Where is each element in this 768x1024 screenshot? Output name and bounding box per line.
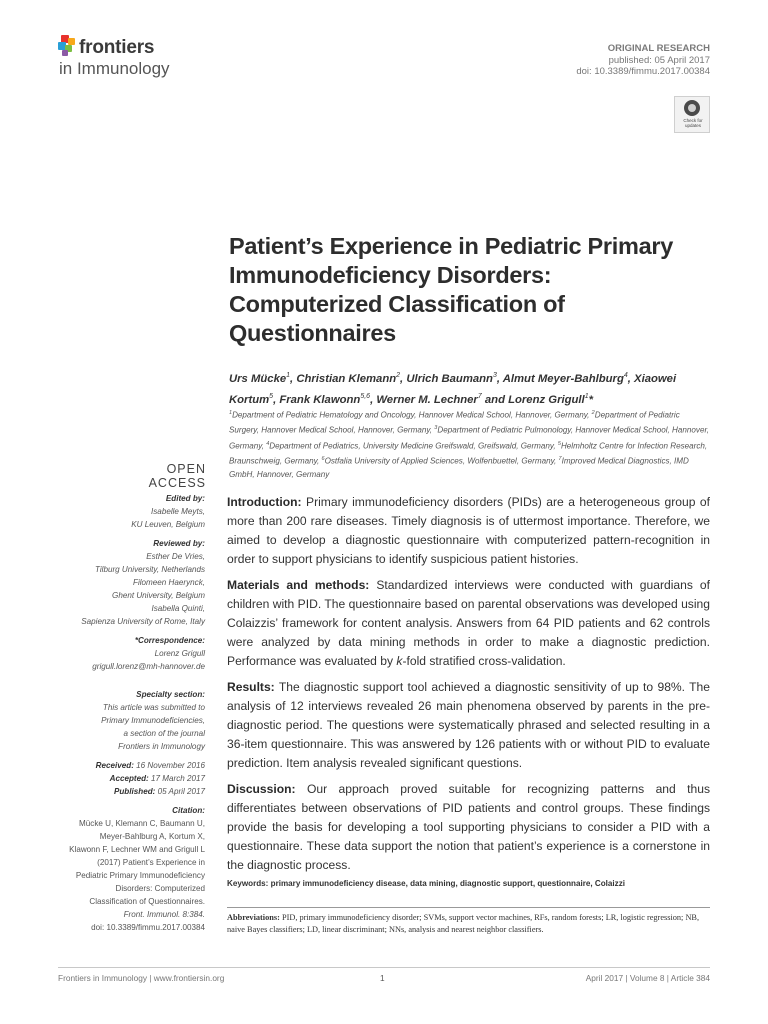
reviewer-line: Filomeen Haerynck,	[133, 578, 205, 587]
citation-label: Citation:	[172, 806, 205, 815]
edited-by-line: KU Leuven, Belgium	[131, 520, 205, 529]
reviewer-line: Tilburg University, Netherlands	[95, 565, 205, 574]
correspondence-email[interactable]: grigull.lorenz@mh-hannover.de	[92, 662, 205, 671]
edited-by-section	[40, 492, 205, 531]
frontiers-logo-icon	[57, 34, 81, 60]
abstract	[227, 493, 710, 882]
abstract-heading: Materials and methods:	[227, 578, 370, 592]
abstract-results: Results: The diagnostic support tool achieved a diagnostic sensitivity of up to 98%. The analysis of 12 interviews revealed 26 main phenomena observed by parents in the pre-diagnostic period. The questions were systematically phrased and selected resulting in a 36-item questionnaire. This was answered by 126 patients with or without PID to evaluate prediction. Item analysis revealed significant questions.	[227, 680, 710, 770]
check-for-updates-button[interactable]	[674, 96, 710, 133]
reviewed-by-label: Reviewed by:	[153, 539, 205, 548]
citation-line: Pediatric Primary Immunodeficiency	[75, 871, 205, 880]
correspondence-section	[40, 634, 205, 673]
footer-divider	[58, 967, 710, 968]
footer-journal-link[interactable]: Frontiers in Immunology | www.frontiersin.org	[58, 973, 225, 983]
open-access-label: OPEN ACCESS	[148, 462, 206, 490]
abstract-heading: Results:	[227, 680, 275, 694]
article-title: Patient’s Experience in Pediatric Primary Immunodeficiency Disorders: Computerized Classification of Questionnaires	[229, 233, 673, 346]
keywords: Keywords: primary immunodeficiency disease, data mining, diagnostic support, questionnaire, Colaizzi	[227, 879, 626, 888]
specialty-section	[40, 688, 205, 753]
author-list: Urs Mücke$^1$, Christian Klemann$^2$, Ulrich Baumann$^3$, Almut Meyer-Bahlburg$^4$, Xiaowei Kortum$^5$, Frank Klawonn$^{5,6}$, Werner M. Lechner$^7$ and Lorenz Grigull$^1$*	[229, 372, 677, 406]
abstract-methods: Materials and methods: Standardized interviews were conducted with guardians of children with PID. The questionnaire based on parental observations was developed using Colaizzis’ framework for content analysis. Answers from 64 PID patients and 62 controls were analyzed by data mining methods in order to make a diagnostic prediction. Performance was evaluated by k-fold stratified cross-validation.	[227, 578, 710, 668]
specialty-line: This article was submitted to	[102, 703, 205, 712]
crossmark-icon	[684, 100, 700, 116]
footnote-divider	[227, 907, 710, 908]
journal-logo[interactable]	[57, 34, 227, 82]
citation-line: Classification of Questionnaires.	[89, 897, 205, 906]
reviewer-line: Esther De Vries,	[146, 552, 205, 561]
reviewer-line: Ghent University, Belgium	[112, 591, 205, 600]
abstract-heading: Discussion:	[227, 782, 296, 796]
citation-doi[interactable]: doi: 10.3389/fimmu.2017.00384	[91, 923, 205, 932]
page-number: 1	[380, 973, 385, 983]
logo-word-journal: in Immunology	[59, 59, 170, 78]
specialty-line: a section of the journal	[123, 729, 205, 738]
citation-line: Front. Immunol. 8:384.	[123, 910, 205, 919]
citation-line: Klawonn F, Lechner WM and Grigull L	[69, 845, 205, 854]
affiliations: $^1$Department of Pediatric Hematology and Oncology, Hannover Medical School, Hannover, Germany, $^2$Department of Pediatric Surgery, Hannover Medical School, Hannover, Germany, $^3$Department of Pediatric Pulmonology, Hannover Medical School, Hannover, Germany, $^4$Department of Pediatrics, University Medicine Greifswald, Greifswald, Germany, $^5$Helmholtz Centre for Infection Research, Braunschweig, Germany, $^6$Ostfalia University of Applied Sciences, Wolfenbuettel, Germany, $^7$Improved Medical Diagnostics, IMD GmbH, Hannover, Germany	[229, 410, 709, 480]
doi-link[interactable]: doi: 10.3389/fimmu.2017.00384	[576, 66, 710, 77]
logo-word-frontiers: frontiers	[79, 37, 155, 58]
accepted-date: Accepted: 17 March 2017	[109, 774, 205, 783]
article-type: ORIGINAL RESEARCH	[607, 43, 710, 54]
received-date: Received: 16 November 2016	[95, 761, 205, 770]
abstract-discussion: Discussion: Our approach proved suitable for recognizing patterns and thus differentiates between observations of PID patients and control groups. These findings provide the basis for developing a tool supporting physicians to consider a PID with a questionnaire. These data support the notion that patient’s experience is a cornerstone in the diagnostic process.	[227, 782, 710, 872]
check-updates-label: Check for updates	[683, 118, 703, 128]
article-header-meta	[576, 43, 710, 78]
dates-section	[40, 759, 205, 798]
correspondence-name: Lorenz Grigull	[154, 649, 205, 658]
article-info-sidebar	[40, 492, 205, 940]
citation-line: Disorders: Computerized	[115, 884, 205, 893]
published-date: published: 05 April 2017	[608, 54, 710, 66]
reviewer-line: Sapienza University of Rome, Italy	[81, 617, 205, 626]
correspondence-label: *Correspondence:	[134, 636, 205, 645]
abbreviations-footnote: Abbreviations: PID, primary immunodeficiency disorder; SVMs, support vector machines, RFs, random forests; LR, logistic regression; NB, naive Bayes classifiers; LD, linear discriminant; NNs, analysis and nearest neighbor classifiers.	[227, 913, 700, 934]
citation-line: (2017) Patient’s Experience in	[97, 858, 205, 867]
reviewer-line: Isabella Quinti,	[151, 604, 205, 613]
edited-by-line: Isabelle Meyts,	[151, 507, 205, 516]
citation-section	[40, 804, 205, 934]
edited-by-label: Edited by:	[165, 494, 205, 503]
abstract-heading: Introduction:	[227, 495, 302, 509]
reviewed-by-section	[40, 537, 205, 628]
specialty-line: Primary Immunodeficiencies,	[101, 716, 205, 725]
citation-line: Meyer-Bahlburg A, Kortum X,	[99, 832, 205, 841]
footer-volume-info: April 2017 | Volume 8 | Article 384	[585, 973, 710, 983]
abstract-introduction: Introduction: Primary immunodeficiency disorders (PIDs) are a heterogeneous group of more than 200 rare diseases. Timely diagnosis is of uttermost importance. Therefore, we aimed to develop a diagnostic questionnaire with computerized pattern-recognition in order to support physicians to identify suspicious patient histories.	[227, 495, 710, 566]
published-date-sidebar: Published: 05 April 2017	[113, 787, 205, 796]
specialty-label: Specialty section:	[136, 690, 205, 699]
specialty-line: Frontiers in Immunology	[118, 742, 205, 751]
citation-line: Mücke U, Klemann C, Baumann U,	[79, 819, 205, 828]
